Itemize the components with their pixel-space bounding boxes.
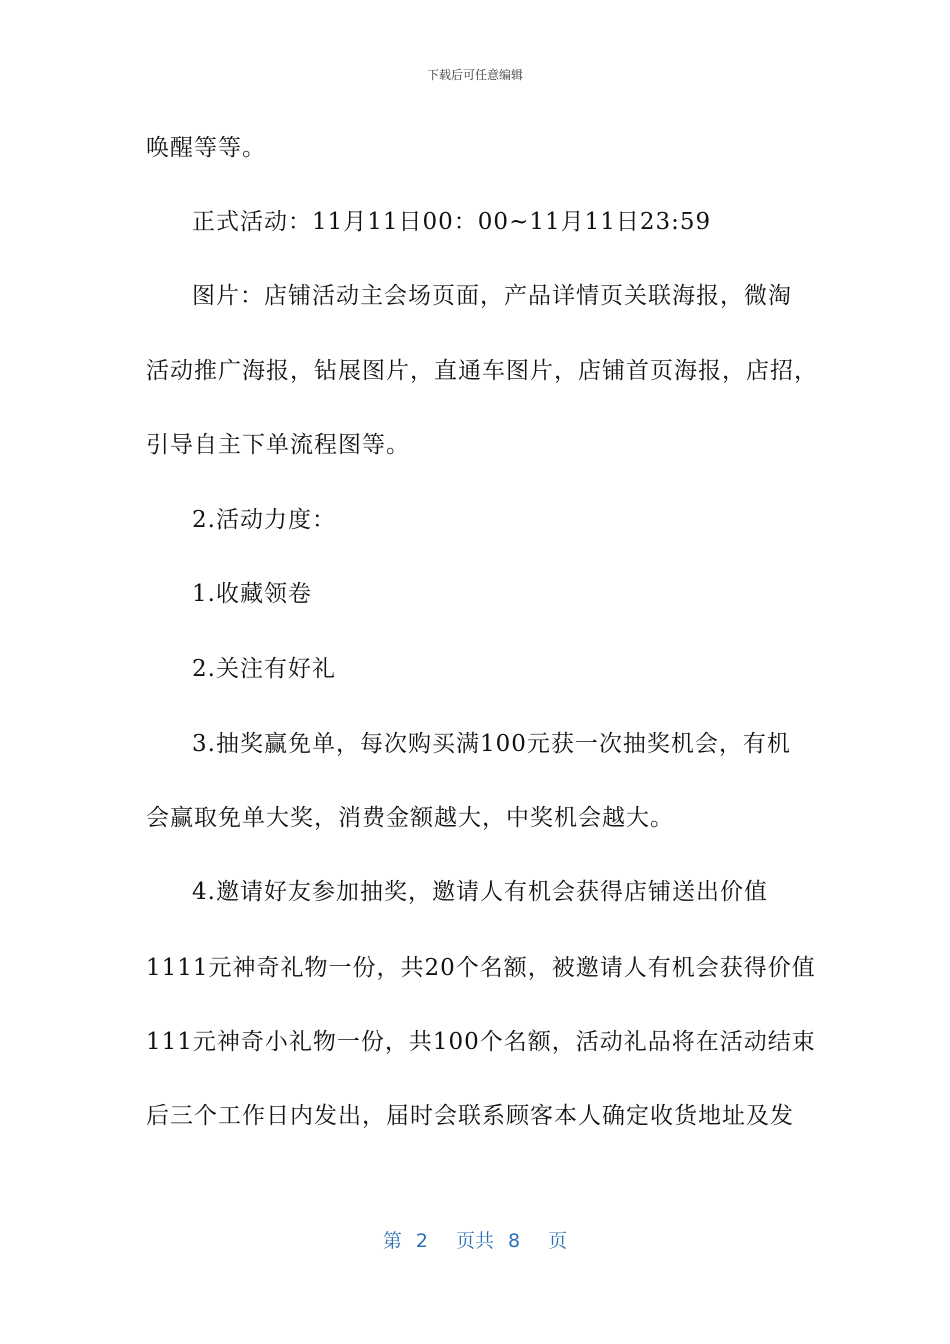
paragraph-line: 活动推广海报，钻展图片，直通车图片，店铺首页海报，店招，	[146, 358, 818, 384]
paragraph-line: 1111元神奇礼物一份，共20个名额，被邀请人有机会获得价值	[146, 955, 816, 981]
paragraph-line: 1.收藏领卷	[192, 581, 312, 607]
page-footer-middle: 页共	[455, 1230, 494, 1252]
current-page-number: 2	[415, 1230, 428, 1252]
paragraph-line: 111元神奇小礼物一份，共100个名额，活动礼品将在活动结束	[146, 1029, 816, 1055]
paragraph-line: 2.活动力度：	[192, 507, 336, 533]
paragraph-line: 引导自主下单流程图等。	[146, 432, 410, 458]
total-pages-number: 8	[508, 1230, 521, 1252]
paragraph-line: 4.邀请好友参加抽奖，邀请人有机会获得店铺送出价值	[192, 879, 768, 905]
header-note: 下载后可任意编辑	[426, 68, 523, 82]
paragraph-line: 后三个工作日内发出，届时会联系顾客本人确定收货地址及发	[146, 1103, 794, 1129]
paragraph-line: 唤醒等等。	[146, 135, 266, 161]
page-footer-suffix: 页	[548, 1230, 568, 1252]
page-footer-prefix: 第	[382, 1230, 402, 1252]
paragraph-line: 3.抽奖赢免单，每次购买满100元获一次抽奖机会，有机	[192, 731, 791, 757]
paragraph-line: 2.关注有好礼	[192, 656, 336, 682]
paragraph-line: 会赢取免单大奖，消费金额越大，中奖机会越大。	[146, 805, 674, 831]
page-number-footer	[0, 1226, 950, 1253]
paragraph-line: 正式活动：11月11日00：00~11月11日23:59	[192, 209, 712, 235]
paragraph-line: 图片：店铺活动主会场页面，产品详情页关联海报，微淘	[192, 283, 792, 309]
